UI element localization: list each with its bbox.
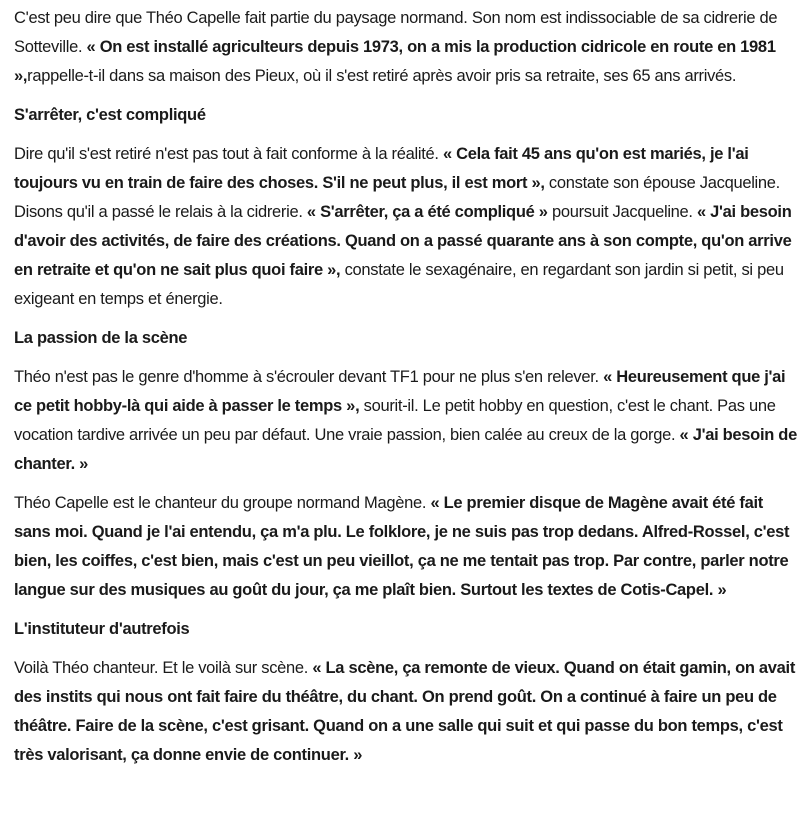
quote-bold-segment: « J'ai besoin d'avoir des activités, de faire des créations. Quand on a passé quarante ans à son compte, qu'on arrive en retraite et qu'on ne sait plus quoi faire »,	[14, 203, 792, 279]
paragraph-magene	[14, 489, 797, 605]
quote-bold-segment: « J'ai besoin de chanter. »	[14, 426, 797, 473]
quote-bold-segment: « On est installé agriculteurs depuis 1973, on a mis la production cidricole en route en 1981 »,	[14, 38, 776, 85]
section-heading-sarreter: S'arrêter, c'est compliqué	[14, 106, 206, 124]
paragraph-scene	[14, 654, 797, 770]
quote-bold-segment: « Heureusement que j'ai ce petit hobby-là qui aide à passer le temps »,	[14, 368, 786, 415]
text-segment: sourit-il. Le petit hobby en question, c'est le chant. Pas une vocation tardive arrivée un peu par défaut. Une vraie passion, bien calée au creux de la gorge.	[14, 397, 776, 444]
text-segment: Théo n'est pas le genre d'homme à s'écrouler devant TF1 pour ne plus s'en relever.	[14, 368, 604, 386]
paragraph-intro	[14, 4, 797, 91]
quote-bold-segment: « La scène, ça remonte de vieux. Quand on était gamin, on avait des instits qui nous ont fait faire du théâtre, du chant. On prend goût. On a continué à faire un peu de théâtre. Faire de la scène, c'est grisant. Quand on a une salle qui suit et qui passe du bon temps, c'est très valorisant, ça donne envie de continuer. »	[14, 659, 796, 764]
text-segment: Dire qu'il s'est retiré n'est pas tout à fait conforme à la réalité.	[14, 145, 443, 163]
paragraph-hobby	[14, 363, 797, 479]
text-segment: rappelle-t-il dans sa maison des Pieux, où il s'est retiré après avoir pris sa retraite, ses 65 ans arrivés.	[27, 67, 737, 85]
paragraph-retraite	[14, 140, 797, 314]
text-segment: constate son épouse Jacqueline. Disons qu'il a passé le relais à la cidrerie.	[14, 174, 780, 221]
quote-bold-segment: « Cela fait 45 ans qu'on est mariés, je l'ai toujours vu en train de faire des choses. S'il ne peut plus, il est mort »,	[14, 145, 749, 192]
quote-bold-segment: « S'arrêter, ça a été compliqué »	[306, 203, 548, 221]
text-segment: Voilà Théo chanteur. Et le voilà sur scène.	[14, 659, 313, 677]
text-segment: poursuit Jacqueline.	[547, 203, 698, 221]
text-segment: Théo Capelle est le chanteur du groupe normand Magène.	[14, 494, 431, 512]
section-heading-instituteur: L'instituteur d'autrefois	[14, 620, 190, 638]
quote-bold-segment: « Le premier disque de Magène avait été fait sans moi. Quand je l'ai entendu, ça m'a plu. Le folklore, je ne suis pas trop dedans. Alfred-Rossel, c'est bien, les coiffes, c'est bien, mais c'est un peu vieillot, ça ne me tentait pas trop. Par contre, parler notre langue sur des musiques au goût du jour, ça me plaît bien. Surtout les textes de Cotis-Capel. »	[14, 494, 790, 599]
text-segment: C'est peu dire que Théo Capelle fait partie du paysage normand. Son nom est indissociable de sa cidrerie de Sotteville.	[14, 9, 778, 56]
text-segment: constate le sexagénaire, en regardant son jardin si petit, si peu exigeant en temps et énergie.	[14, 261, 784, 308]
section-heading-passion: La passion de la scène	[14, 329, 188, 347]
